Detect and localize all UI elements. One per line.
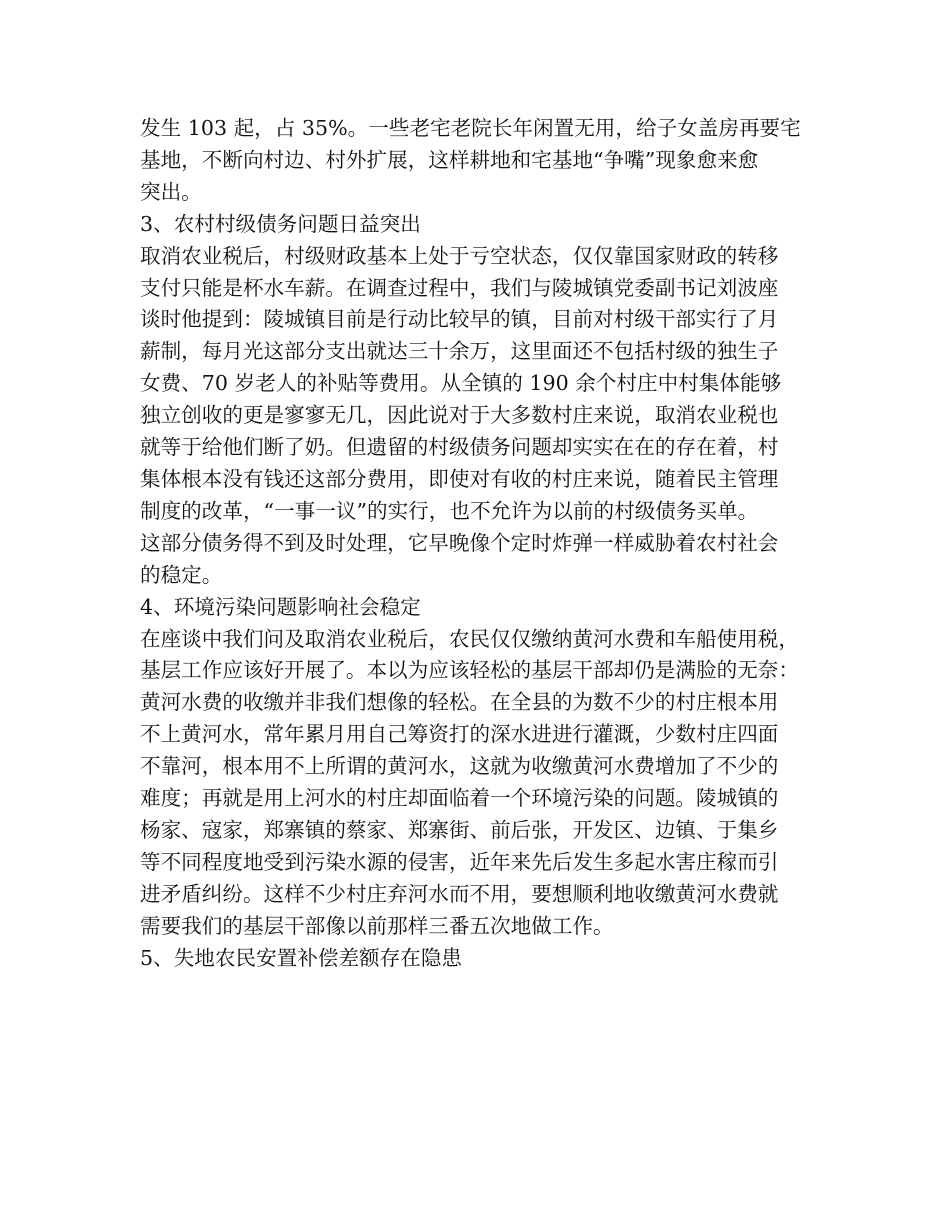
text-line: 等不同程度地受到污染水源的侵害，近年来先后发生多起水害庄稼而引 [140, 849, 779, 874]
section-heading-village-debt: 3、农村村级债务问题日益突出 [140, 211, 421, 236]
paragraph-village-debt [140, 241, 830, 592]
text-line: 黄河水费的收缴并非我们想像的轻松。在全县的为数不少的村庄根本用 [140, 690, 779, 715]
text-line: 支付只能是杯水车薪。在调查过程中，我们与陵城镇党委副书记刘波座 [140, 275, 779, 300]
text-line: 基地，不断向村边、村外扩展，这样耕地和宅基地“争嘴”现象愈来愈 [140, 147, 759, 172]
section-heading-environment: 4、环境污染问题影响社会稳定 [140, 594, 421, 619]
text-line: 就等于给他们断了奶。但遗留的村级债务问题却实实在在的存在着，村 [140, 435, 779, 460]
text-line: 发生 103 起，占 35%。一些老宅老院长年闲置无用，给子女盖房再要宅 [140, 116, 801, 140]
text-line: 取消农业税后，村级财政基本上处于亏空状态，仅仅靠国家财政的转移 [140, 243, 779, 268]
text-line: 谈时他提到：陵城镇目前是行动比较早的镇，目前对村级干部实行了月 [140, 307, 779, 332]
text-line: 这部分债务得不到及时处理，它早晚像个定时炸弹一样威胁着农村社会 [140, 530, 779, 555]
document-body [140, 113, 830, 974]
paragraph-environment [140, 624, 830, 943]
text-line: 在座谈中我们问及取消农业税后，农民仅仅缴纳黄河水费和车船使用税， [140, 626, 799, 651]
text-line: 集体根本没有钱还这部分费用，即使对有收的村庄来说，随着民主管理 [140, 466, 779, 491]
text-line: 的稳定。 [140, 562, 223, 587]
text-line: 难度；再就是用上河水的村庄却面临着一个环境污染的问题。陵城镇的 [140, 786, 779, 811]
section-heading-land-compensation: 5、失地农民安置补偿差额存在隐患 [140, 945, 463, 970]
text-line: 基层工作应该好开展了。本以为应该轻松的基层干部却仍是满脸的无奈： [140, 658, 799, 683]
text-line: 女费、70 岁老人的补贴等费用。从全镇的 190 余个村庄中村集体能够 [140, 371, 782, 396]
text-line: 独立创收的更是寥寥无几，因此说对于大多数村庄来说，取消农业税也 [140, 403, 779, 428]
text-line: 需要我们的基层干部像以前那样三番五次地做工作。 [140, 913, 614, 938]
text-line: 进矛盾纠纷。这样不少村庄弃河水而不用，要想顺利地收缴黄河水费就 [140, 881, 779, 906]
text-line: 薪制，每月光这部分支出就达三十余万，这里面还不包括村级的独生子 [140, 339, 779, 364]
text-line: 突出。 [140, 179, 202, 204]
text-line: 制度的改革，“一事一议”的实行，也不允许为以前的村级债务买单。 [140, 498, 759, 523]
text-line: 不上黄河水，常年累月用自己筹资打的深水进进行灌溉，少数村庄四面 [140, 722, 779, 747]
text-line: 不靠河，根本用不上所谓的黄河水，这就为收缴黄河水费增加了不少的 [140, 754, 779, 779]
paragraph-land-use [140, 113, 830, 209]
text-line: 杨家、寇家，郑寨镇的蔡家、郑寨街、前后张，开发区、边镇、于集乡 [140, 817, 779, 842]
